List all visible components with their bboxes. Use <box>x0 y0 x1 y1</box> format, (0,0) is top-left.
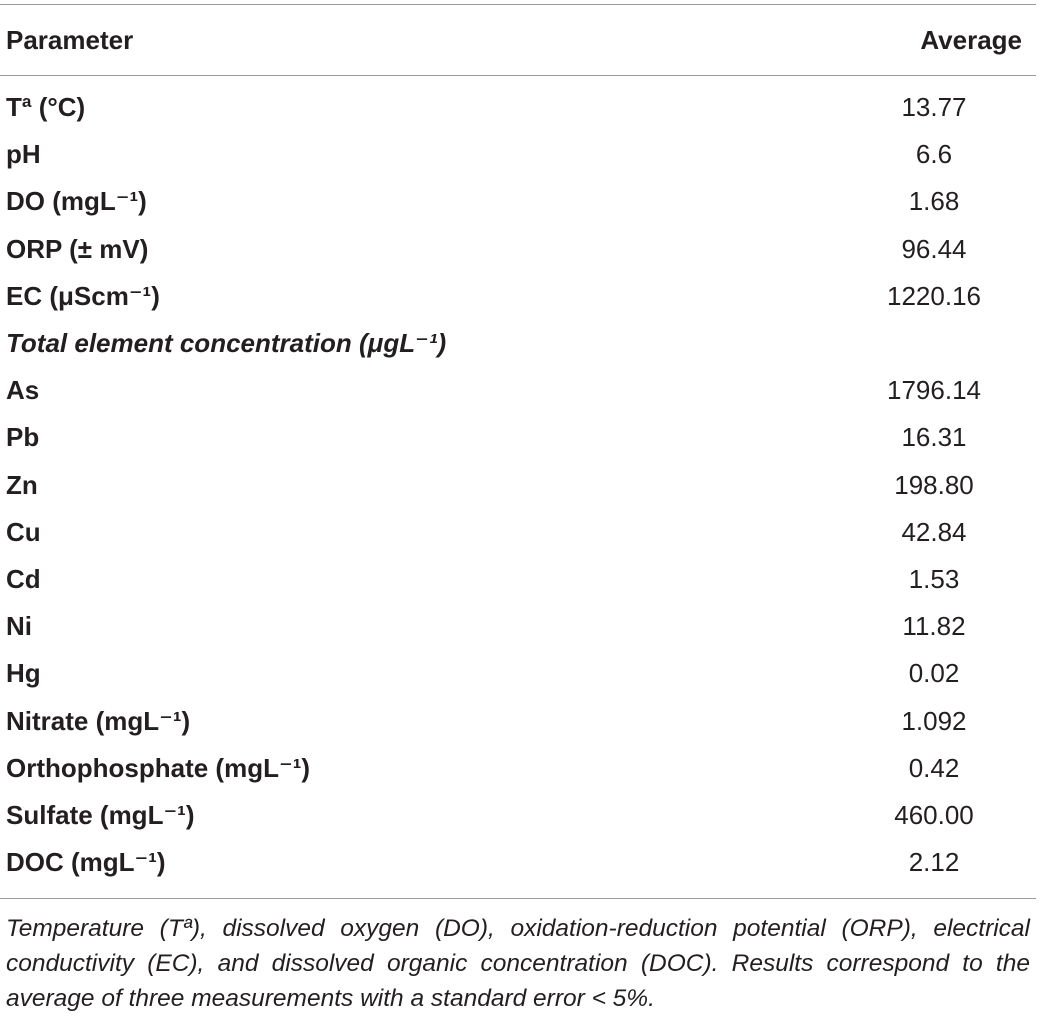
row-average: 198.80 <box>894 469 974 500</box>
row-parameter: pH <box>6 139 41 170</box>
row-average: 2.12 <box>908 847 960 878</box>
table-body <box>0 76 1036 886</box>
table-row <box>0 131 1036 178</box>
table-row <box>0 367 1036 414</box>
header-parameter: Parameter <box>6 24 134 55</box>
row-parameter: Hg <box>6 658 41 689</box>
table-row <box>0 178 1036 225</box>
row-parameter: Cd <box>6 563 41 594</box>
row-parameter: As <box>6 375 40 406</box>
table-row <box>0 226 1036 273</box>
table-row <box>0 414 1036 461</box>
row-average: 0.02 <box>908 658 960 689</box>
row-average: 11.82 <box>902 611 966 642</box>
table-row <box>0 509 1036 556</box>
row-average: 1.53 <box>908 563 960 594</box>
table-row <box>0 792 1036 839</box>
row-parameter: Zn <box>6 469 38 500</box>
section-heading: Total element concentration (μgL⁻¹) <box>6 328 447 359</box>
row-average: 16.31 <box>901 422 967 453</box>
table-row <box>0 697 1036 744</box>
table-row <box>0 603 1036 650</box>
row-average: 42.84 <box>901 516 967 547</box>
row-parameter: Pb <box>6 422 40 453</box>
table-header <box>0 5 1036 75</box>
row-average: 0.42 <box>908 752 960 783</box>
row-parameter: Nitrate (mgL⁻¹) <box>6 705 191 736</box>
row-average: 1220.16 <box>887 280 981 311</box>
row-parameter: Tª (°C) <box>6 92 86 123</box>
table-row <box>0 462 1036 509</box>
table-row <box>0 839 1036 886</box>
row-average: 13.77 <box>901 92 967 123</box>
row-average: 1796.14 <box>887 375 981 406</box>
table-row <box>0 745 1036 792</box>
row-parameter: Sulfate (mgL⁻¹) <box>6 799 195 830</box>
row-parameter: DO (mgL⁻¹) <box>6 186 147 217</box>
row-parameter: DOC (mgL⁻¹) <box>6 847 166 878</box>
table-row <box>0 273 1036 320</box>
row-average: 1.68 <box>908 186 960 217</box>
row-parameter: Orthophosphate (mgL⁻¹) <box>6 752 311 783</box>
row-average: 1.092 <box>901 705 967 736</box>
row-average: 460.00 <box>894 799 974 830</box>
row-parameter: ORP (± mV) <box>6 233 149 264</box>
table-row <box>0 556 1036 603</box>
table-row <box>0 84 1036 131</box>
row-parameter: EC (μScm⁻¹) <box>6 280 160 311</box>
data-table <box>0 4 1036 1016</box>
row-parameter: Ni <box>6 611 32 642</box>
section-row <box>0 320 1036 367</box>
table-footnote: Temperature (Tª), dissolved oxygen (DO), oxidation-reduction potential (ORP), electrical conductivity (EC), and dissolved organic concentration (DOC). Results correspond to the average of three measurements with a standard error < 5%. <box>6 915 1030 1013</box>
row-parameter: Cu <box>6 516 41 547</box>
row-average: 6.6 <box>915 139 953 170</box>
table-row <box>0 650 1036 697</box>
row-average: 96.44 <box>901 233 967 264</box>
header-average: Average <box>920 24 1022 55</box>
